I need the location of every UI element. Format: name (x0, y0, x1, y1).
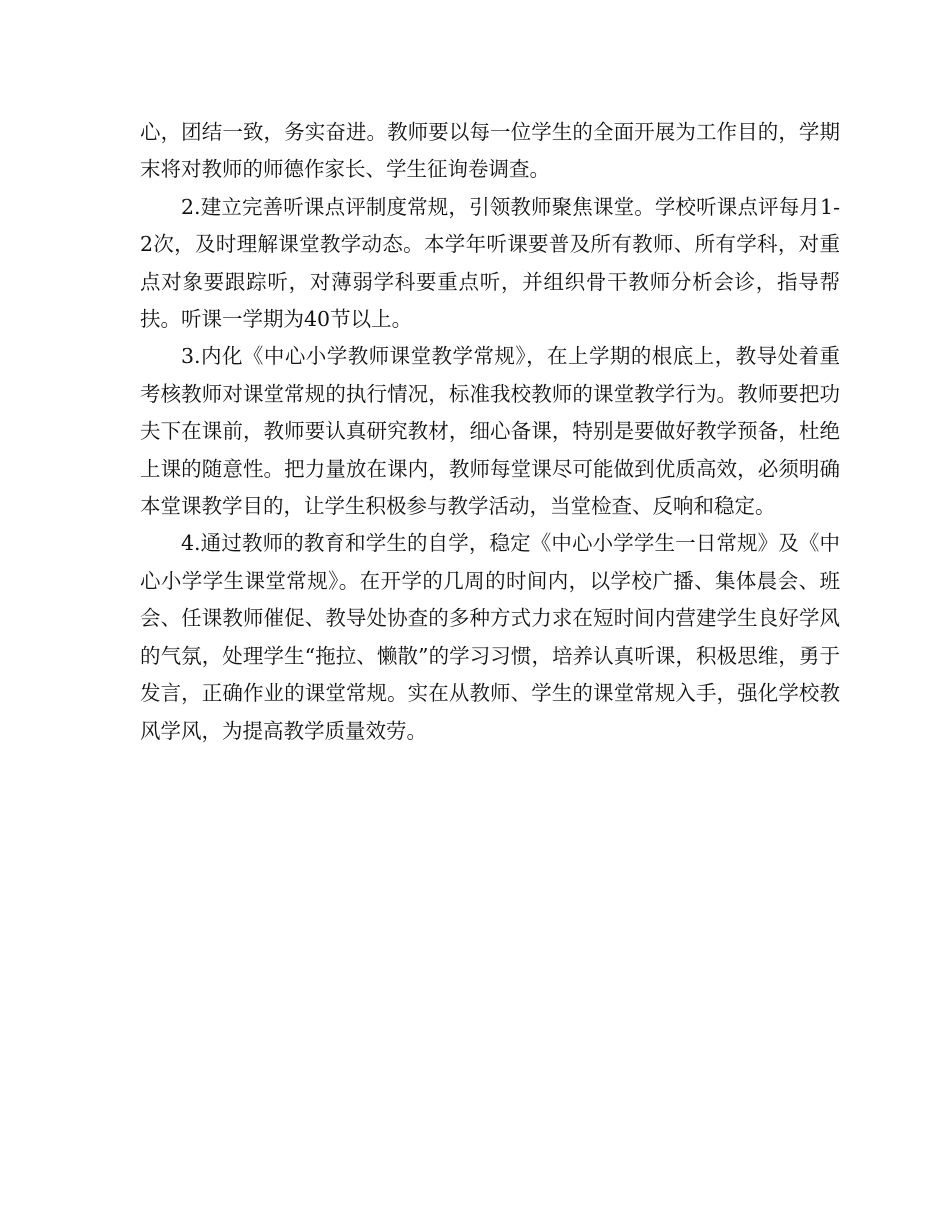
paragraph-item-3: 3.内化《中心小学教师课堂教学常规》，在上学期的根底上，教导处着重考核教师对课堂常规的执行情况，标准我校教师的课堂教学行为。教师要把功夫下在课前，教师要认真研究教材，细心备课，特别是要做好教学预备，杜绝上课的随意性。把力量放在课内，教师每堂课尽可能做到优质高效，必须明确本堂课教学目的，让学生积极参与教学活动，当堂检查、反响和稳定。 (140, 344, 840, 519)
paragraph-item-2: 2.建立完善听课点评制度常规，引领教师聚焦课堂。学校听课点评每月1-2次，及时理解课堂教学动态。本学年听课要普及所有教师、所有学科，对重点对象要跟踪听，对薄弱学科要重点听，并组织骨干教师分析会诊，指导帮扶。听课一学期为40节以上。 (140, 194, 840, 332)
paragraph-item-4: 4.通过教师的教育和学生的自学，稳定《中心小学学生一日常规》及《中心小学学生课堂常规》。在开学的几周的时间内，以学校广播、集体晨会、班会、任课教师催促、教导处协查的多种方式力求在短时间内营建学生良好学风的气氛，处理学生“拖拉、懒散”的学习习惯，培养认真听课，积极思维，勇于发言，正确作业的课堂常规。实在从教师、学生的课堂常规入手，强化学校教风学风，为提高教学质量效劳。 (140, 531, 840, 743)
document-body (140, 114, 840, 750)
paragraph-continuation: 心，团结一致，务实奋进。教师要以每一位学生的全面开展为工作目的，学期末将对教师的师德作家长、学生征询卷调查。 (140, 120, 840, 182)
